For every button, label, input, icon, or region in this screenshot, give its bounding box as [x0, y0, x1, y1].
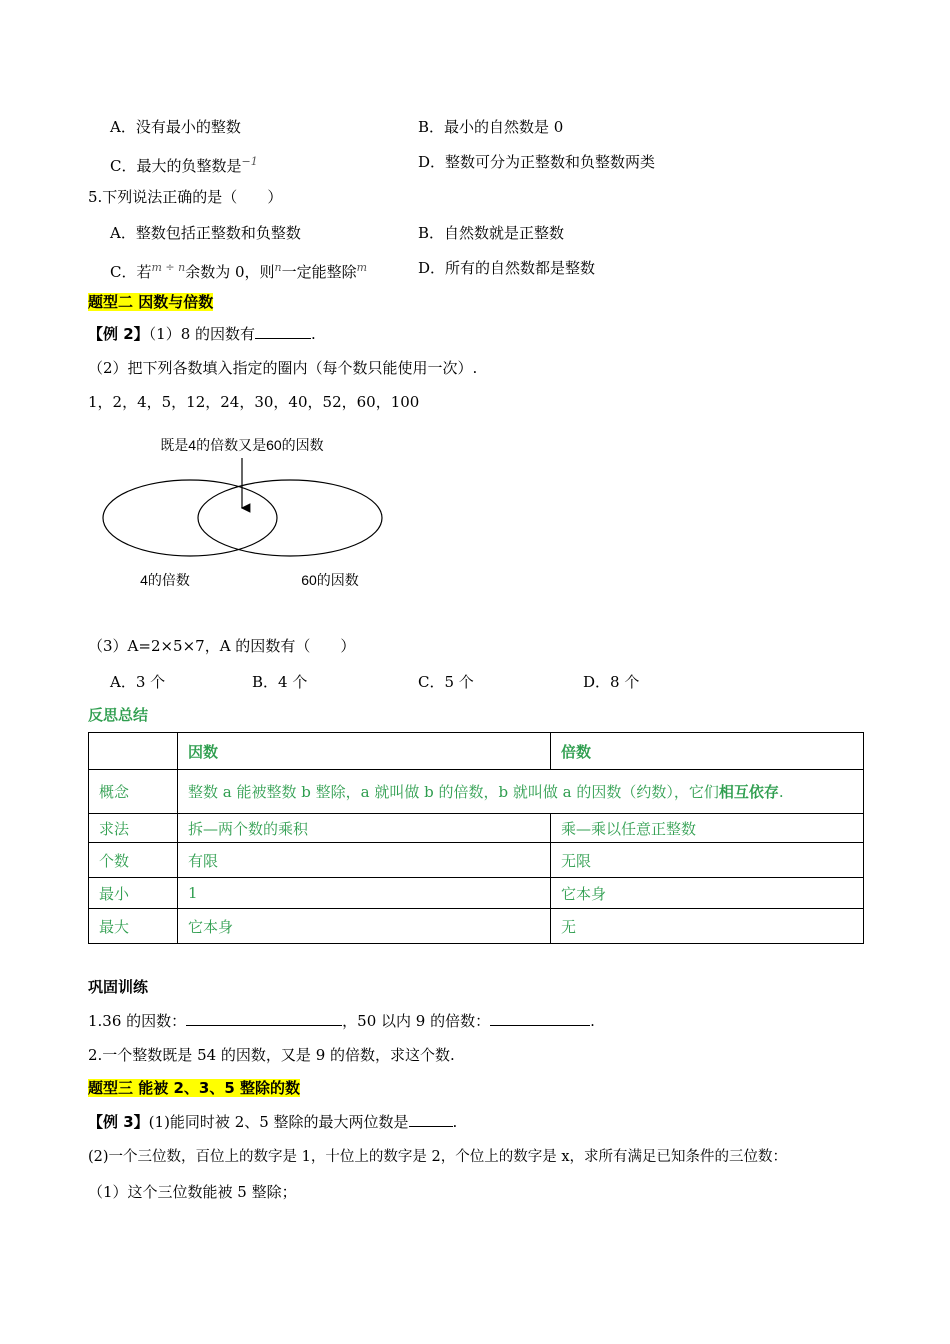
q5-stem: 5.下列说法正确的是（ ） — [88, 188, 283, 206]
answer-blank[interactable] — [490, 1011, 590, 1026]
venn-top-label: 既是4的倍数又是60的因数 — [160, 437, 324, 453]
q5-option-c — [110, 258, 367, 282]
practice-q2: 2.一个整数既是 54 的因数，又是 9 的倍数，求这个数. — [88, 1046, 455, 1064]
table-header-row — [89, 733, 864, 770]
example2-option-a: A．3 个 — [110, 673, 166, 691]
header-cell: 倍数 — [551, 733, 864, 770]
example2-q1 — [88, 324, 316, 344]
answer-blank[interactable] — [186, 1011, 342, 1026]
table-row — [89, 909, 864, 944]
table-row — [89, 770, 864, 814]
q5-c-part1: C．若 — [110, 263, 152, 281]
practice-q1 — [88, 1011, 595, 1031]
table-row — [89, 814, 864, 843]
concept-cell — [178, 770, 864, 814]
table-row — [89, 878, 864, 909]
header-cell — [89, 733, 178, 770]
example3-q1-end: . — [452, 1113, 458, 1131]
example2-q3: （3）A=2×5×7，A 的因数有（ ） — [88, 637, 356, 655]
table-cell: 最大 — [89, 909, 178, 944]
venn-left-circle — [103, 480, 277, 556]
table-cell: 1 — [178, 878, 551, 909]
example2-q2: （2）把下列各数填入指定的圈内（每个数只能使用一次）. — [88, 359, 478, 377]
practice-q1-end: . — [590, 1012, 595, 1030]
q4-option-c-text: C．最大的负整数是 — [110, 157, 242, 175]
table-row — [89, 843, 864, 878]
table-cell: 乘—乘以任意正整数 — [551, 814, 864, 843]
table-cell: 无限 — [551, 843, 864, 878]
q5-option-b: B．自然数就是正整数 — [418, 224, 565, 242]
example2-option-c: C．5 个 — [418, 673, 474, 691]
answer-blank[interactable] — [409, 1112, 453, 1127]
venn-right-circle — [198, 480, 382, 556]
q4-option-a: A．没有最小的整数 — [110, 118, 241, 136]
example2-label: 【例 2】 — [88, 325, 149, 343]
section2-title-text: 题型二 因数与倍数 — [88, 293, 214, 311]
example2-q1-end: . — [311, 325, 316, 343]
table-cell: 它本身 — [178, 909, 551, 944]
q4-option-b: B．最小的自然数是 0 — [418, 118, 564, 136]
q5-c-math2: n — [274, 261, 282, 274]
example2-option-d: D．8 个 — [583, 673, 640, 691]
practice-q1-a: 1.36 的因数： — [88, 1012, 187, 1030]
q5-c-part2: 余数为 0，则 — [185, 263, 275, 281]
practice-q1-b: ，50 以内 9 的倍数： — [342, 1012, 491, 1030]
number-list: 1，2，4，5，12，24，30，40，52，60，100 — [88, 393, 420, 411]
concept-text: 整数 a 能被整数 b 整除，a 就叫做 b 的倍数，b 就叫做 a 的因数（约数），它们 — [188, 783, 719, 801]
practice-title: 巩固训练 — [88, 978, 149, 996]
table-cell: 有限 — [178, 843, 551, 878]
q4-option-c-math: −1 — [241, 155, 258, 168]
table-cell: 个数 — [89, 843, 178, 878]
section2-title — [88, 292, 213, 312]
q4-option-d: D．整数可分为正整数和负整数两类 — [418, 153, 656, 171]
q5-option-d: D．所有的自然数都是整数 — [418, 259, 596, 277]
section3-title-text: 题型三 能被 2、3、5 整除的数 — [88, 1079, 300, 1097]
table-cell: 无 — [551, 909, 864, 944]
table-cell: 求法 — [89, 814, 178, 843]
q4-option-c — [110, 152, 258, 176]
section3-title — [88, 1078, 300, 1098]
example2-option-b: B．4 个 — [252, 673, 308, 691]
concept-bold: 相互依存 — [718, 783, 779, 801]
header-cell: 因数 — [178, 733, 551, 770]
q5-c-math1: m ÷ n — [151, 261, 186, 274]
example3-label: 【例 3】 — [88, 1113, 149, 1131]
table-cell: 最小 — [89, 878, 178, 909]
venn-diagram — [95, 428, 395, 598]
concept-end: . — [778, 783, 784, 801]
example3-q2-sub: （1）这个三位数能被 5 整除； — [88, 1183, 297, 1201]
venn-right-label: 60的因数 — [301, 572, 359, 588]
example3-q2: (2)一个三位数，百位上的数字是 1，十位上的数字是 2，个位上的数字是 x，求所有满足已知条件的三位数： — [88, 1149, 787, 1165]
answer-blank[interactable] — [255, 324, 311, 339]
q5-option-a: A．整数包括正整数和负整数 — [110, 224, 301, 242]
venn-left-label: 4的倍数 — [140, 572, 190, 588]
example2-q1-text: （1）8 的因数有 — [148, 325, 256, 343]
example3-q1 — [88, 1112, 457, 1132]
reflection-table — [88, 732, 864, 944]
q5-c-part3: 一定能整除 — [281, 263, 357, 281]
table-cell: 拆—两个数的乘积 — [178, 814, 551, 843]
q5-c-math3: m — [356, 261, 368, 274]
table-cell: 概念 — [89, 770, 178, 814]
reflection-title: 反思总结 — [88, 706, 149, 724]
example3-q1-text: (1)能同时被 2、5 整除的最大两位数是 — [148, 1113, 409, 1131]
table-cell: 它本身 — [551, 878, 864, 909]
